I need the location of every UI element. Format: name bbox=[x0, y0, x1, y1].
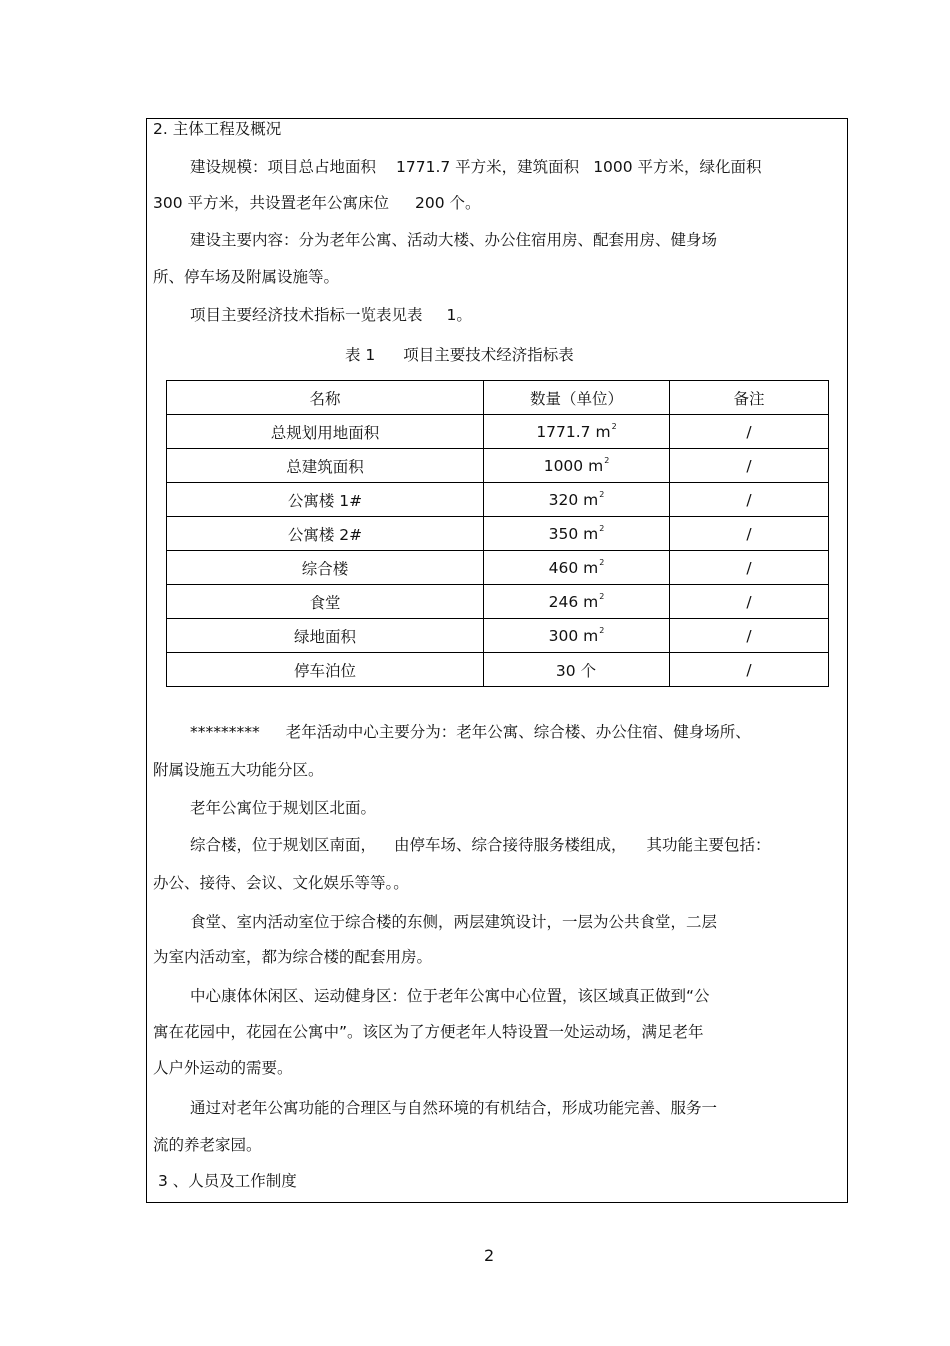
row-name: 总规划用地面积 bbox=[167, 415, 484, 449]
table-reference bbox=[190, 305, 472, 325]
table-row bbox=[167, 517, 829, 551]
table-row bbox=[167, 415, 829, 449]
scale-text-a: 建设规模：项目总占地面积 bbox=[190, 158, 377, 176]
header-quantity: 数量（单位） bbox=[484, 381, 670, 415]
paragraph-canteen-line-1: 食堂、室内活动室位于综合楼的东侧，两层建筑设计，一层为公共食堂，二层 bbox=[190, 913, 718, 931]
paragraph-canteen-line-2: 为室内活动室，都为综合楼的配套用房。 bbox=[153, 948, 433, 966]
unit-exponent: 2 bbox=[611, 422, 617, 431]
quantity-value: 350 m bbox=[548, 525, 599, 543]
complex-text-b: 由停车场、综合接待服务楼组成， bbox=[394, 836, 627, 854]
table-row bbox=[167, 551, 829, 585]
row-quantity bbox=[484, 653, 670, 687]
paragraph-fitness-line-3: 人户外运动的需要。 bbox=[153, 1059, 293, 1077]
masked-name: ********* bbox=[190, 723, 260, 741]
paragraph-summary-line-2: 流的养老家园。 bbox=[153, 1136, 262, 1154]
row-quantity bbox=[484, 449, 670, 483]
scale-text-d: 300 平方米，共设置老年公寓床位 bbox=[153, 194, 390, 212]
paragraph-zones-line-2: 附属设施五大功能分区。 bbox=[153, 761, 324, 779]
row-note: / bbox=[670, 449, 829, 483]
row-note: / bbox=[670, 415, 829, 449]
row-note: / bbox=[670, 483, 829, 517]
unit-exponent: 2 bbox=[599, 490, 605, 499]
header-name: 名称 bbox=[167, 381, 484, 415]
row-name: 公寓楼 1# bbox=[167, 483, 484, 517]
table-row bbox=[167, 449, 829, 483]
content-line-1: 建设主要内容：分为老年公寓、活动大楼、办公住宿用房、配套用房、健身场 bbox=[190, 231, 718, 249]
row-quantity bbox=[484, 517, 670, 551]
paragraph-zones-line-1 bbox=[190, 722, 751, 742]
table-row bbox=[167, 619, 829, 653]
quantity-value: 320 m bbox=[548, 491, 599, 509]
row-note: / bbox=[670, 517, 829, 551]
table-row bbox=[167, 483, 829, 517]
quantity-value: 246 m bbox=[548, 593, 599, 611]
paragraph-complex-line-1 bbox=[190, 835, 771, 855]
scale-line-2 bbox=[153, 193, 481, 213]
table-caption-number: 表 1 bbox=[345, 346, 376, 364]
scale-text-b: 1771.7 平方米，建筑面积 bbox=[396, 158, 580, 176]
table-row bbox=[167, 585, 829, 619]
paragraph-fitness-line-1: 中心康体休闲区、运动健身区：位于老年公寓中心位置，该区域真正做到“公 bbox=[190, 987, 710, 1005]
row-name: 停车泊位 bbox=[167, 653, 484, 687]
paragraph-apartment-location: 老年公寓位于规划区北面。 bbox=[190, 799, 377, 817]
unit-exponent: 2 bbox=[604, 456, 610, 465]
row-quantity bbox=[484, 585, 670, 619]
row-name: 公寓楼 2# bbox=[167, 517, 484, 551]
table-reference-text: 项目主要经济技术指标一览表见表 bbox=[190, 306, 423, 324]
scale-line-1 bbox=[190, 157, 762, 177]
unit-exponent: 2 bbox=[599, 558, 605, 567]
row-quantity bbox=[484, 415, 670, 449]
section-3-heading: 3 、人员及工作制度 bbox=[158, 1172, 297, 1190]
row-name: 总建筑面积 bbox=[167, 449, 484, 483]
content-line-2: 所、停车场及附属设施等。 bbox=[153, 268, 340, 286]
row-note: / bbox=[670, 653, 829, 687]
row-note: / bbox=[670, 619, 829, 653]
quantity-value: 460 m bbox=[548, 559, 599, 577]
unit-exponent: 2 bbox=[599, 626, 605, 635]
paragraph-complex-line-2: 办公、接待、会议、文化娱乐等等。。 bbox=[153, 874, 409, 892]
row-quantity bbox=[484, 619, 670, 653]
scale-text-e: 200 个。 bbox=[415, 194, 481, 212]
row-note: / bbox=[670, 585, 829, 619]
table-reference-number: 1。 bbox=[446, 306, 472, 324]
paragraph-fitness-line-2: 寓在花园中，花园在公寓中”。该区为了方便老年人特设置一处运动场，满足老年 bbox=[153, 1023, 704, 1041]
header-note: 备注 bbox=[670, 381, 829, 415]
table-row bbox=[167, 653, 829, 687]
unit-exponent: 2 bbox=[599, 592, 605, 601]
zones-text: 老年活动中心主要分为：老年公寓、综合楼、办公住宿、健身场所、 bbox=[285, 723, 751, 741]
row-name: 绿地面积 bbox=[167, 619, 484, 653]
scale-text-c: 1000 平方米，绿化面积 bbox=[593, 158, 762, 176]
unit-exponent: 2 bbox=[599, 524, 605, 533]
table-header-row bbox=[167, 381, 829, 415]
quantity-value: 30 个 bbox=[555, 661, 597, 680]
row-quantity bbox=[484, 483, 670, 517]
row-quantity bbox=[484, 551, 670, 585]
quantity-value: 1771.7 m bbox=[536, 423, 611, 441]
technical-indicators-table bbox=[166, 380, 829, 687]
row-name: 食堂 bbox=[167, 585, 484, 619]
table-caption-title: 项目主要技术经济指标表 bbox=[403, 346, 574, 364]
paragraph-summary-line-1: 通过对老年公寓功能的合理区与自然环境的有机结合，形成功能完善、服务一 bbox=[190, 1099, 718, 1117]
row-note: / bbox=[670, 551, 829, 585]
quantity-value: 300 m bbox=[548, 627, 599, 645]
complex-text-c: 其功能主要包括： bbox=[646, 836, 771, 854]
page-number: 2 bbox=[484, 1246, 495, 1265]
table-caption bbox=[345, 343, 574, 365]
section-2-heading: 2. 主体工程及概况 bbox=[153, 120, 282, 138]
quantity-value: 1000 m bbox=[543, 457, 604, 475]
complex-text-a: 综合楼，位于规划区南面， bbox=[190, 836, 377, 854]
row-name: 综合楼 bbox=[167, 551, 484, 585]
